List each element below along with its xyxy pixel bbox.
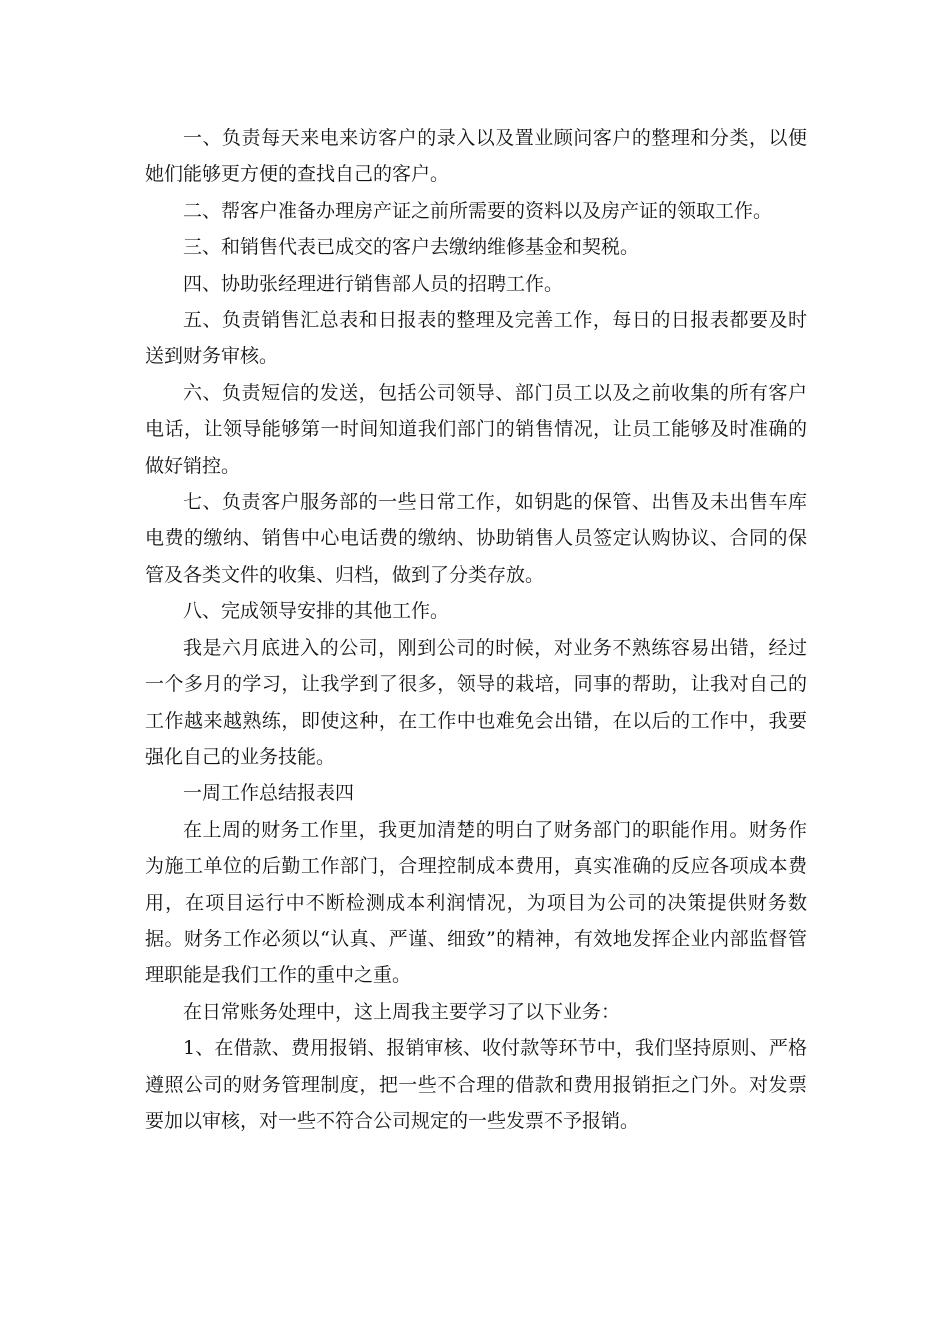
- paragraph-duty-2: 二、帮客户准备办理房产证之前所需要的资料以及房产证的领取工作。: [183, 199, 773, 222]
- section-heading: 一周工作总结报表四: [183, 782, 355, 805]
- paragraph-duty-7: 七、负责客户服务部的一些日常工作，如钥匙的保管、出售及未出售车库电费的缴纳、销售中心电话费的缴纳、协助销售人员签定认购协议、合同的保管及各类文件的收集、归档，做到了分类存放。: [145, 491, 807, 586]
- paragraph-duty-1: 一、负责每天来电来访客户的录入以及置业顾问客户的整理和分类，以便她们能够更方便的查找自己的客户。: [145, 127, 807, 186]
- paragraph-daily-accounting: 在日常账务处理中，这上周我主要学习了以下业务：: [183, 1000, 621, 1023]
- paragraph-finance-intro: 在上周的财务工作里，我更加清楚的明白了财务部门的职能作用。财务作为施工单位的后勤工作部门，合理控制成本费用，真实准确的反应各项成本费用，在项目运行中不断检测成本利润情况，为项目为公司的决策提供财务数据。财务工作必须以“认真、严谨、细致”的精神，有效地发挥企业内部监督管理职能是我们工作的重中之重。: [145, 818, 807, 987]
- paragraph-duty-5: 五、负责销售汇总表和日报表的整理及完善工作，每日的日报表都要及时送到财务审核。: [145, 309, 807, 368]
- document-body: [145, 120, 807, 1139]
- paragraph-reflection: 我是六月底进入的公司，刚到公司的时候，对业务不熟练容易出错，经过一个多月的学习，让我学到了很多，领导的栽培，同事的帮助，让我对自己的工作越来越熟练，即使这种，在工作中也难免会出错，在以后的工作中，我要强化自己的业务技能。: [145, 636, 807, 768]
- paragraph-item-1: 1、在借款、费用报销、报销审核、收付款等环节中，我们坚持原则、严格遵照公司的财务管理制度，把一些不合理的借款和费用报销拒之门外。对发票要加以审核，对一些不符合公司规定的一些发票不予报销。: [145, 1037, 807, 1132]
- paragraph-duty-6: 六、负责短信的发送，包括公司领导、部门员工以及之前收集的所有客户电话，让领导能够第一时间知道我们部门的销售情况，让员工能够及时准确的做好销控。: [145, 381, 807, 477]
- paragraph-duty-4: 四、协助张经理进行销售部人员的招聘工作。: [183, 272, 564, 295]
- paragraph-duty-8: 八、完成领导安排的其他工作。: [183, 600, 450, 623]
- paragraph-duty-3: 三、和销售代表已成交的客户去缴纳维修基金和契税。: [183, 236, 640, 259]
